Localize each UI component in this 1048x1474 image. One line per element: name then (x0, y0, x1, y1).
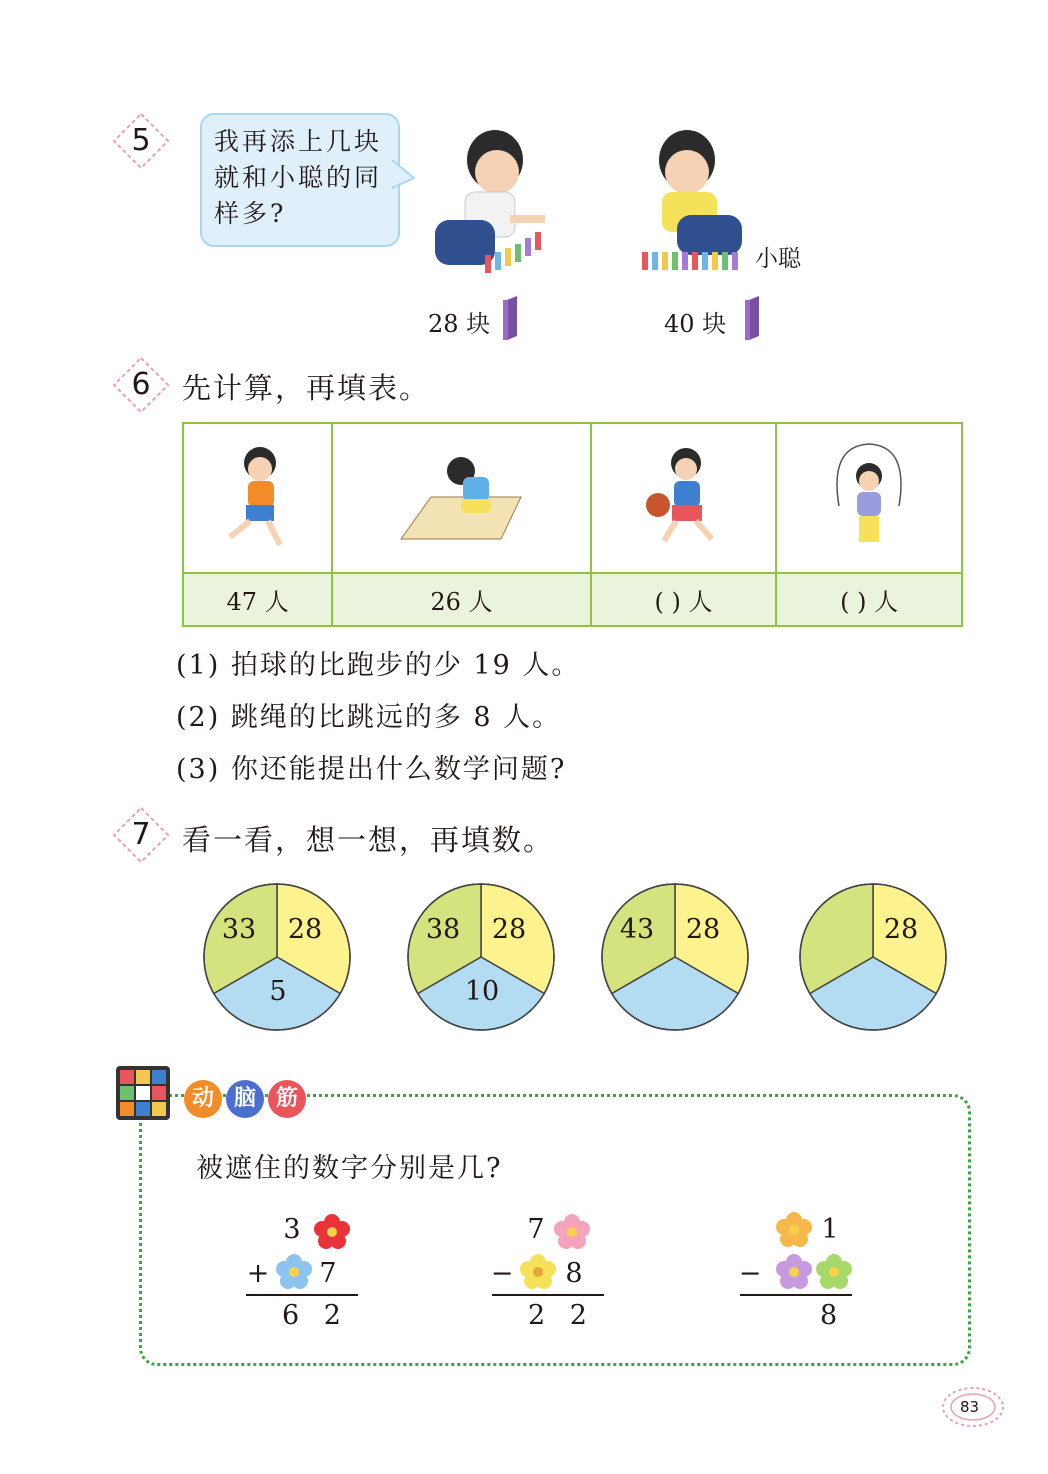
problem-7-badge: 7 (112, 806, 170, 864)
yellow-flower-icon (518, 1252, 558, 1292)
brain-question: 被遮住的数字分别是几? (196, 1153, 503, 1184)
running-cell (183, 423, 332, 573)
calc2-result: 2 2 (528, 1300, 595, 1331)
calc3-operator: − (738, 1258, 762, 1289)
purple-block-icon-2 (745, 296, 763, 342)
problem-6-instruction: 先计算，再填表。 (182, 371, 431, 405)
pie-2 (406, 882, 556, 1032)
ball-bouncing-illustration (634, 441, 734, 551)
brain-char-1: 动 (184, 1080, 222, 1118)
pie-bottom-value: 10 (464, 976, 500, 1007)
blue-flower-icon (274, 1252, 314, 1292)
red-flower-icon (312, 1212, 352, 1252)
bubble-tail (392, 160, 416, 190)
boy-xiaocong-illustration (632, 120, 752, 280)
calc1-operator: + (246, 1258, 270, 1289)
pie-right-value: 28 (491, 914, 527, 945)
xiaocong-label: 小聪 (755, 246, 801, 272)
rope-skipping-cell (776, 423, 962, 573)
calc1-result: 6 2 (282, 1300, 349, 1331)
problem-6-badge: 6 (112, 356, 170, 414)
long-jump-cell (332, 423, 590, 573)
question-2: (2) 跳绳的比跳远的多 8 人。 (176, 702, 562, 733)
running-boy-illustration (218, 441, 298, 551)
green-flower-icon (814, 1252, 854, 1292)
calc2-rule (492, 1294, 604, 1296)
calc1-top-digit: 3 (283, 1214, 301, 1245)
pie-4 (798, 882, 948, 1032)
pink-flower-icon (552, 1212, 592, 1252)
ball-bouncing-cell (591, 423, 777, 573)
long-jump-count: 26 人 (332, 573, 590, 626)
calc3-result: 8 (820, 1300, 838, 1331)
calc2-operator: − (490, 1258, 514, 1289)
calc1-rule (246, 1294, 358, 1296)
rubiks-cube-icon (112, 1062, 174, 1124)
orange-flower-icon (774, 1210, 814, 1250)
boy-stacking-blocks-illustration (425, 120, 565, 280)
pie-right-value: 28 (287, 914, 323, 945)
problem-5-badge: 5 (112, 112, 170, 170)
purple-flower-icon (774, 1252, 814, 1292)
rope-skipping-answer-blank[interactable]: ( ) 人 (776, 573, 962, 626)
question-3: (3) 你还能提出什么数学问题? (176, 754, 567, 785)
calc3-rule (740, 1294, 852, 1296)
calc1-mid-digit: 7 (319, 1258, 337, 1289)
pie-1 (202, 882, 352, 1032)
pie-bottom-value: 5 (269, 976, 287, 1007)
rope-skipping-girl-illustration (819, 436, 919, 556)
running-count: 47 人 (183, 573, 332, 626)
purple-block-icon (503, 296, 521, 342)
pie-3 (600, 882, 750, 1032)
sports-table (182, 422, 963, 627)
brain-char-3: 筋 (268, 1080, 306, 1118)
page-number: 83 (960, 1398, 980, 1416)
calc2-mid-digit: 8 (565, 1258, 583, 1289)
problem-7-instruction: 看一看，想一想，再填数。 (182, 823, 555, 857)
calc3-top-digit: 1 (821, 1214, 839, 1245)
long-jump-illustration (391, 441, 531, 551)
pie-left-value: 33 (221, 914, 257, 945)
pie-left-value: 38 (425, 914, 461, 945)
calc2-top-digit: 7 (527, 1214, 545, 1245)
question-1: (1) 拍球的比跑步的少 19 人。 (176, 650, 581, 681)
bubble-text: 我再添上几块就和小聪的同样多? (214, 127, 383, 228)
right-block-count: 40 块 (664, 310, 727, 338)
ball-bouncing-answer-blank[interactable]: ( ) 人 (591, 573, 777, 626)
left-block-count: 28 块 (428, 310, 491, 338)
pie-left-value: 43 (619, 914, 655, 945)
pie-right-value: 28 (883, 914, 919, 945)
pie-right-value: 28 (685, 914, 721, 945)
brain-char-2: 脑 (226, 1080, 264, 1118)
